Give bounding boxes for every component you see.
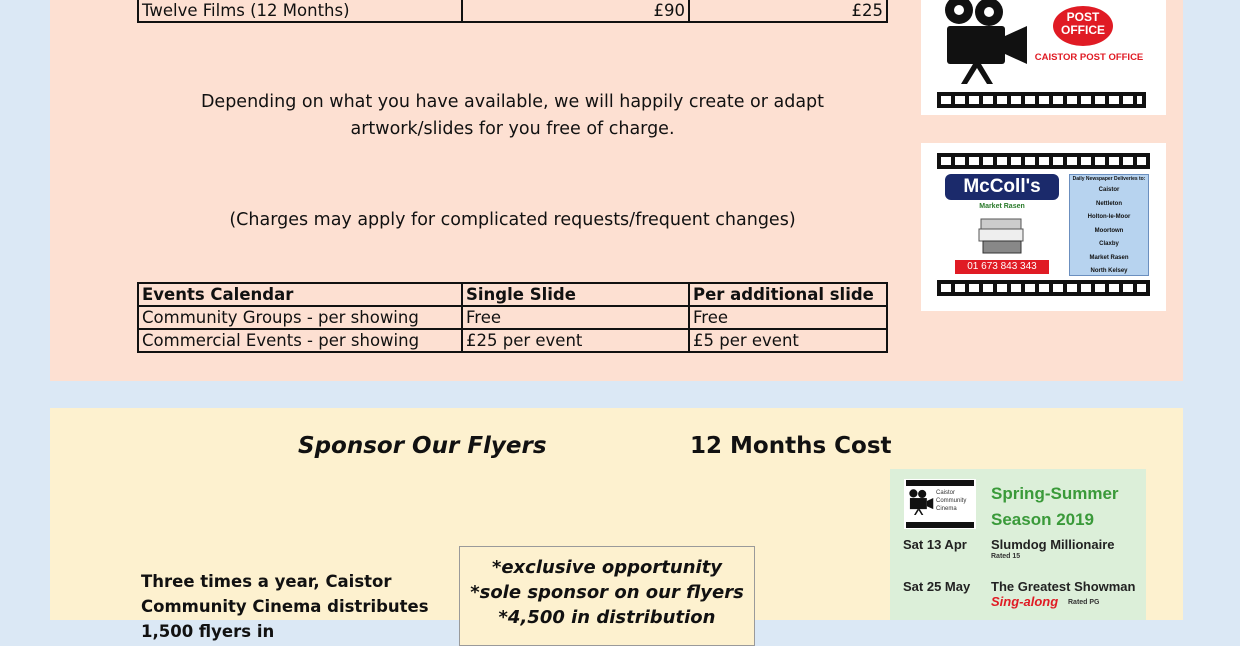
post-office-sponsor-logo (921, 0, 1166, 115)
table-cell: £25 per event (462, 329, 689, 352)
show-title: The Greatest Showman (991, 579, 1136, 594)
sponsor-offer-box (459, 546, 755, 646)
list-item: Market Rasen (1089, 254, 1129, 261)
table-cell: £5 per event (689, 329, 887, 352)
cinema-name-line: Caistor (936, 490, 956, 496)
mccolls-brand: McColl's (945, 174, 1059, 200)
cost-heading: 12 Months Cost (690, 433, 892, 459)
artwork-note: Depending on what you have available, we will happily create or adapt artwork/slides for you free of charge. (200, 92, 825, 139)
show-rating: Rated PG (1068, 599, 1100, 606)
table-header-cell: Per additional slide (689, 283, 887, 306)
show-title: Slumdog Millionaire (991, 537, 1115, 552)
delivery-list-title: Daily Newspaper Deliveries to: (1072, 176, 1146, 182)
list-item: Moortown (1094, 227, 1124, 234)
movie-camera-icon (907, 488, 935, 518)
show-date: Sat 25 May (903, 579, 971, 594)
table-cell: Free (462, 306, 689, 329)
post-office-line2: OFFICE (1061, 23, 1105, 37)
mccolls-phone: 01 673 843 343 (955, 260, 1049, 274)
table-cell: £90 (462, 0, 689, 22)
charges-note: (Charges may apply for complicated requests/frequent changes) (229, 210, 796, 230)
movie-camera-icon (937, 0, 1033, 86)
offer-line: *4,500 in distribution (498, 607, 716, 628)
cinema-name-line: Community (936, 498, 967, 504)
list-item: Caistor (1098, 187, 1120, 193)
list-item: Nettleton (1096, 200, 1122, 207)
list-item: North Kelsey (1090, 268, 1128, 274)
table-row (138, 329, 887, 352)
offer-line: *sole sponsor on our flyers (470, 582, 744, 603)
table-header-cell: Events Calendar (138, 283, 462, 306)
flyer-preview-image (890, 469, 1146, 620)
delivery-area-list (1069, 174, 1149, 276)
cinema-name (936, 489, 966, 513)
filmstrip-decoration (937, 153, 1150, 169)
flyers-heading: Sponsor Our Flyers (298, 433, 547, 459)
cinema-logo (904, 479, 976, 529)
show-date: Sat 13 Apr (903, 537, 967, 552)
newspaper-stack-icon (977, 215, 1027, 257)
table-cell: Commercial Events - per showing (138, 329, 462, 352)
filmstrip-decoration (937, 92, 1146, 108)
cinema-name-line: Cinema (936, 506, 957, 512)
show-extra: Sing-along (991, 594, 1059, 609)
table-header-row (138, 283, 887, 306)
table-row (138, 306, 887, 329)
offer-line: *exclusive opportunity (491, 557, 723, 578)
table-cell: Community Groups - per showing (138, 306, 462, 329)
films-price-table (137, 0, 888, 23)
flyer-season-title (991, 481, 1119, 533)
flyers-description: Three times a year, Caistor Community Cinema distributes 1,500 flyers in (141, 572, 429, 641)
season-line: Spring-Summer (991, 484, 1119, 503)
table-cell: Twelve Films (12 Months) (138, 0, 462, 22)
season-line: Season 2019 (991, 510, 1095, 529)
events-calendar-table (137, 282, 888, 353)
show-rating: Rated 15 (991, 553, 1021, 560)
mccolls-subtitle: Market Rasen (979, 203, 1025, 210)
table-cell: Free (689, 306, 887, 329)
table-header-cell: Single Slide (462, 283, 689, 306)
post-office-wordmark (1051, 11, 1115, 37)
post-office-caption: CAISTOR POST OFFICE (1034, 52, 1144, 63)
table-cell: £25 (689, 0, 887, 22)
list-item: Holton-le-Moor (1087, 214, 1131, 220)
table-row (138, 0, 887, 22)
filmstrip-decoration (937, 280, 1150, 296)
post-office-line1: POST (1066, 10, 1100, 24)
list-item: Claxby (1099, 241, 1119, 247)
mccolls-sponsor-logo (921, 143, 1166, 311)
